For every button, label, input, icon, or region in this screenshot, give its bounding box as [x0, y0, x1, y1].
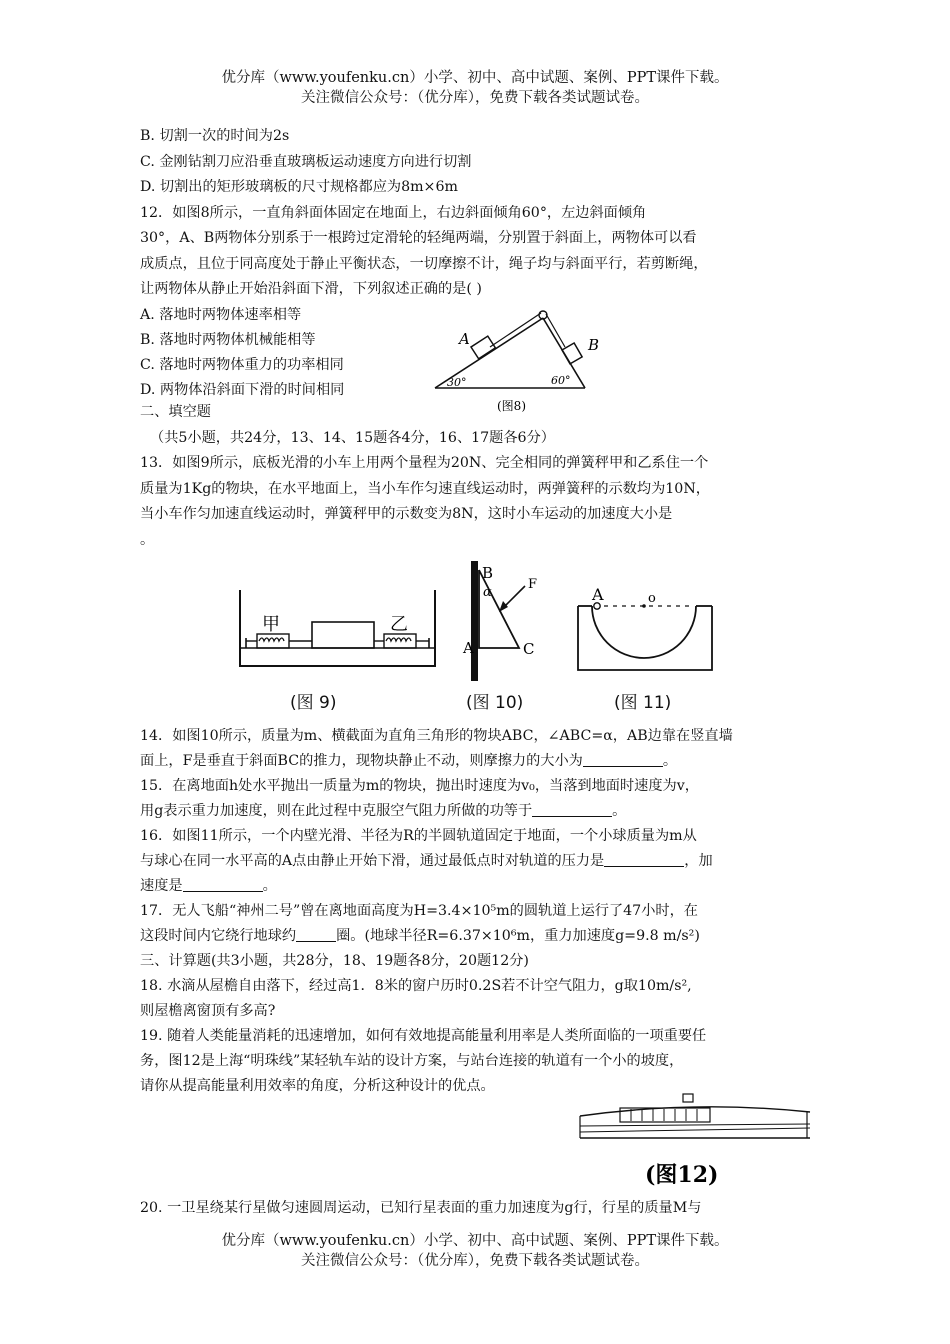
figure-9 — [230, 578, 445, 678]
q16-mid: ，加 — [684, 853, 713, 869]
fig9-caption: (图 9) — [290, 693, 337, 713]
q12-option-b: B. 落地时两物体机械能相等 — [140, 332, 316, 348]
q16-line-1: 16．如图11所示，一个内壁光滑、半径为R的半圆轨道固定于地面，一个小球质量为m从 — [140, 828, 697, 844]
fig8-label-a: A — [459, 330, 470, 348]
fig11-label-o: o — [648, 591, 656, 606]
q19-line-2: 务，图12是上海“明珠线”某轻轨车站的设计方案，与站台连接的轨道有一个小的坡度， — [140, 1053, 684, 1069]
q13-line-3: 当小车作匀加速直线运动时，弹簧秤甲的示数变为8N，这时小车运动的加速度大小是 — [140, 506, 673, 522]
q16-blank-1[interactable] — [604, 852, 684, 867]
q18-line-2: 则屋檐离窗顶有多高? — [140, 1003, 276, 1019]
option-c: C. 金刚钻割刀应沿垂直玻璃板运动速度方向进行切割 — [140, 154, 472, 170]
q12-option-d: D. 两物体沿斜面下滑的时间相同 — [140, 382, 345, 398]
fig10-label-b: B — [482, 564, 494, 582]
q12-line-4: 让两物体从静止开始沿斜面下滑，下列叙述正确的是( ) — [140, 281, 482, 297]
q13-line-1: 13．如图9所示，底板光滑的小车上用两个量程为20N、完全相同的弹簧秤甲和乙系住一个 — [140, 455, 709, 471]
fig10-label-alpha: α — [483, 585, 492, 600]
q14-line-1: 14．如图10所示，质量为m、横截面为直角三角形的物块ABC，∠ABC=α，AB边靠在竖直墙 — [140, 728, 733, 744]
figure-10 — [455, 556, 555, 686]
q19-line-3: 请你从提高能量利用效率的角度，分析这种设计的优点。 — [140, 1078, 495, 1094]
q15-line-1: 15．在离地面h处水平抛出一质量为m的物块，抛出时速度为v₀，当落到地面时速度为v， — [140, 778, 699, 794]
q12-line-1: 12．如图8所示，一直角斜面体固定在地面上，右边斜面倾角60°，左边斜面倾角 — [140, 205, 647, 221]
q15-text: 用g表示重力加速度，则在此过程中克服空气阻力所做的功等于 — [140, 803, 533, 819]
q16-text-2: 速度是 — [140, 878, 183, 894]
fig10-label-a: A — [463, 639, 474, 657]
fig12-caption: (图12) — [645, 1162, 719, 1188]
fig9-label-left: 甲 — [262, 614, 280, 635]
q17-tail: 圈。(地球半径R=6.37×10⁶m，重力加速度g=9.8 m/s²) — [336, 928, 700, 944]
fig10-caption: (图 10) — [466, 693, 524, 713]
q15-blank[interactable] — [532, 802, 612, 817]
q17-text: 这段时间内它绕行地球约 — [140, 928, 297, 944]
fig8-angle-left: 30° — [447, 376, 467, 389]
footer-line-1: 优分库（www.youfenku.cn）小学、初中、高中试题、案例、PPT课件下载。 — [221, 1233, 729, 1249]
q16-text: 与球心在同一水平高的A点由静止开始下滑，通过最低点时对轨道的压力是 — [140, 853, 605, 869]
q20-line-1: 20. 一卫星绕某行星做匀速圆周运动，已知行星表面的重力加速度为g行，行星的质量M与 — [140, 1200, 702, 1216]
section-2-note: （共5小题，共24分，13、14、15题各4分，16、17题各6分） — [150, 430, 555, 446]
q14-line-2 — [140, 751, 677, 771]
figure-12 — [575, 1088, 815, 1188]
q12-option-c: C. 落地时两物体重力的功率相同 — [140, 357, 344, 373]
q15-line-2 — [140, 801, 626, 821]
section-2-title: 二、填空题 — [140, 404, 211, 420]
q12-option-a: A. 落地时两物体速率相等 — [140, 307, 302, 323]
q14-text: 面上，F是垂直于斜面BC的推力，现物块静止不动，则摩擦力的大小为 — [140, 753, 583, 769]
fig8-label-b: B — [588, 336, 600, 354]
fig11-label-a: A — [592, 585, 604, 604]
q16-line-2 — [140, 851, 713, 871]
header-line-1: 优分库（www.youfenku.cn）小学、初中、高中试题、案例、PPT课件下载。 — [221, 70, 729, 86]
fig10-label-f: F — [528, 577, 538, 592]
q16-line-3 — [140, 876, 277, 896]
section-3-title: 三、计算题(共3小题，共28分，18、19题各8分，20题12分) — [140, 953, 529, 969]
fig10-label-c: C — [523, 640, 535, 658]
q16-end: 。 — [262, 878, 277, 894]
q13-line-4: 。 — [140, 532, 155, 548]
q17-blank[interactable] — [296, 927, 336, 942]
q18-line-1: 18. 水滴从屋檐自由落下，经过高1．8米的窗户历时0.2S若不计空气阻力，g取10m/s², — [140, 978, 692, 994]
header-line-2: 关注微信公众号：（优分库），免费下载各类试题试卷。 — [301, 90, 649, 106]
option-d: D. 切割出的矩形玻璃板的尺寸规格都应为8m×6m — [140, 179, 458, 195]
q16-blank-2[interactable] — [183, 877, 263, 892]
q13-line-2: 质量为1Kg的物块，在水平地面上，当小车作匀速直线运动时，两弹簧秤的示数均为10N， — [140, 481, 710, 497]
fig8-angle-right: 60° — [551, 374, 571, 387]
footer-line-2: 关注微信公众号：（优分库），免费下载各类试题试卷。 — [301, 1253, 649, 1269]
q15-end: 。 — [612, 803, 627, 819]
fig11-caption: (图 11) — [614, 693, 672, 713]
option-b: B. 切割一次的时间为2s — [140, 128, 290, 144]
q17-line-1: 17．无人飞船“神州二号”曾在离地面高度为H=3.4×10⁵m的圆轨道上运行了47小时，在 — [140, 903, 698, 919]
q19-line-1: 19. 随着人类能量消耗的迅速增加，如何有效地提高能量利用率是人类所面临的一项重要任 — [140, 1028, 707, 1044]
q12-line-2: 30°，A、B两物体分别系于一根跨过定滑轮的轻绳两端，分别置于斜面上，两物体可以看 — [140, 230, 697, 246]
figure-8 — [425, 300, 610, 415]
q14-end: 。 — [662, 753, 678, 769]
figure-11 — [570, 578, 720, 678]
q17-line-2 — [140, 926, 700, 946]
fig8-caption: (图8) — [497, 399, 526, 413]
q12-line-3: 成质点，且位于同高度处于静止平衡状态，一切摩擦不计，绳子均与斜面平行，若剪断绳， — [140, 256, 708, 272]
q14-blank[interactable] — [583, 752, 663, 767]
fig9-label-right: 乙 — [390, 614, 408, 635]
